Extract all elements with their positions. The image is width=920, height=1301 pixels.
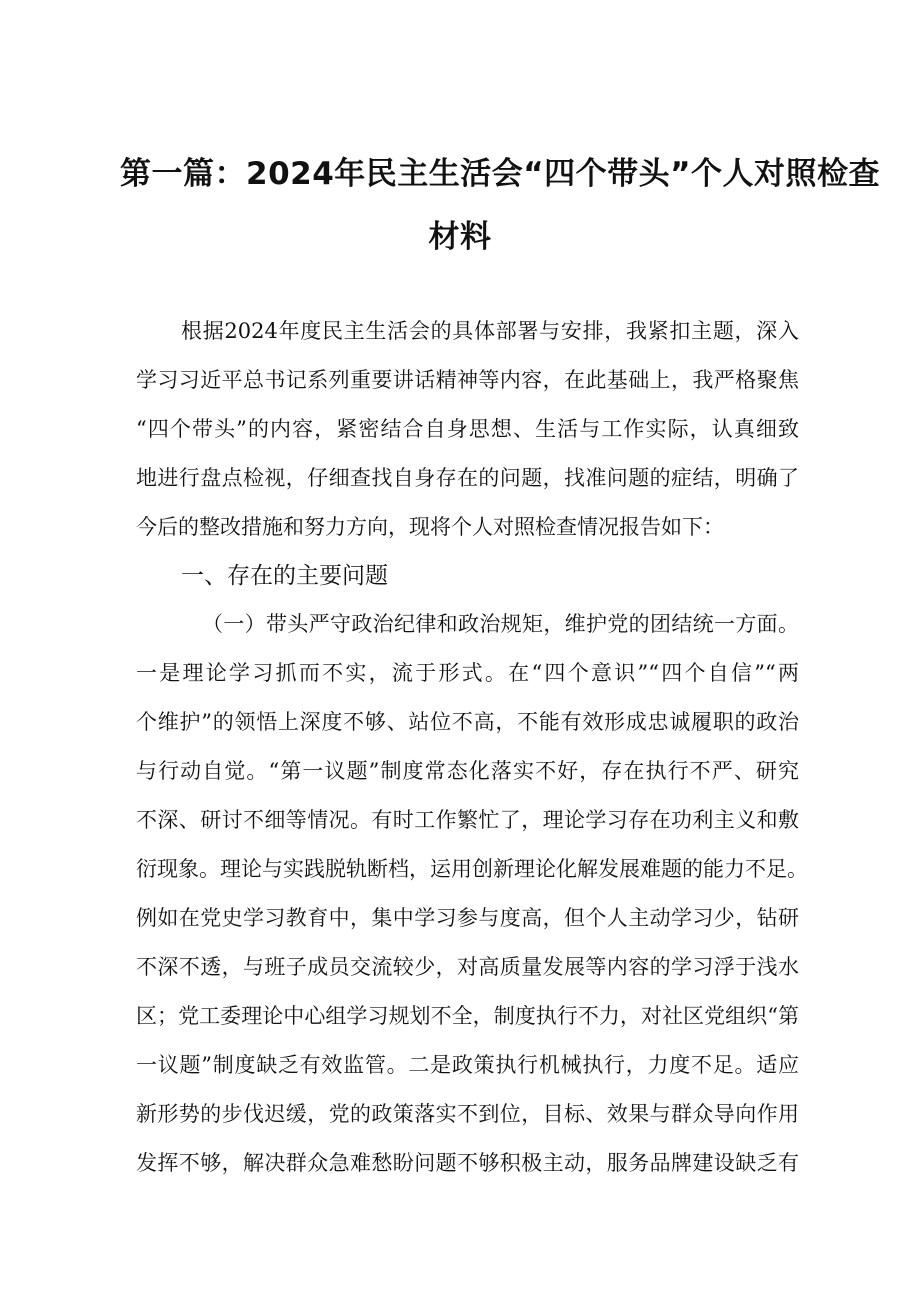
body-line: 不深、研讨不细等情况。有时工作繁忙了，理论学习存在功利主义和敷 [136, 808, 799, 832]
section-heading: 一、存在的主要问题 [181, 563, 388, 589]
body-line: 新形势的步伐迟缓，党的政策落实不到位，目标、效果与群众导向作用 [136, 1102, 799, 1126]
body-line: 区；党工委理论中心组学习规划不全，制度执行不力，对社区党组织“第 [136, 1004, 799, 1028]
body-line: 不深不透，与班子成员交流较少，对高质量发展等内容的学习浮于浅水 [136, 955, 799, 979]
body-line: 与行动自觉。“第一议题”制度常态化落实不好，存在执行不严、研究 [136, 759, 799, 783]
body-line: 一是理论学习抓而不实，流于形式。在“四个意识”“四个自信”“两 [136, 661, 799, 685]
body-line: 发挥不够，解决群众急难愁盼问题不够积极主动，服务品牌建设缺乏有 [136, 1151, 799, 1175]
intro-line: “四个带头”的内容，紧密结合自身思想、生活与工作实际，认真细致 [136, 417, 799, 441]
intro-line: 地进行盘点检视，仔细查找自身存在的问题，找准问题的症结，明确了 [136, 466, 799, 490]
intro-line: 根据2024年度民主生活会的具体部署与安排，我紧扣主题，深入 [181, 319, 799, 343]
document-title-line-2: 材料 [428, 219, 492, 255]
body-line: 例如在党史学习教育中，集中学习参与度高，但个人主动学习少，钻研 [136, 906, 799, 930]
body-line: 个维护”的领悟上深度不够、站位不高，不能有效形成忠诚履职的政治 [136, 710, 799, 734]
intro-line: 今后的整改措施和努力方向，现将个人对照检查情况报告如下： [136, 515, 724, 539]
body-line: 一议题”制度缺乏有效监管。二是政策执行机械执行，力度不足。适应 [136, 1053, 799, 1077]
document-title-line-1: 第一篇：2024年民主生活会“四个带头”个人对照检查 [120, 156, 881, 192]
body-line: （一）带头严守政治纪律和政治规矩，维护党的团结统一方面。 [202, 612, 799, 636]
body-line: 衍现象。理论与实践脱轨断档，运用创新理论化解发展难题的能力不足。 [136, 857, 808, 881]
intro-line: 学习习近平总书记系列重要讲话精神等内容，在此基础上，我严格聚焦 [136, 368, 799, 392]
